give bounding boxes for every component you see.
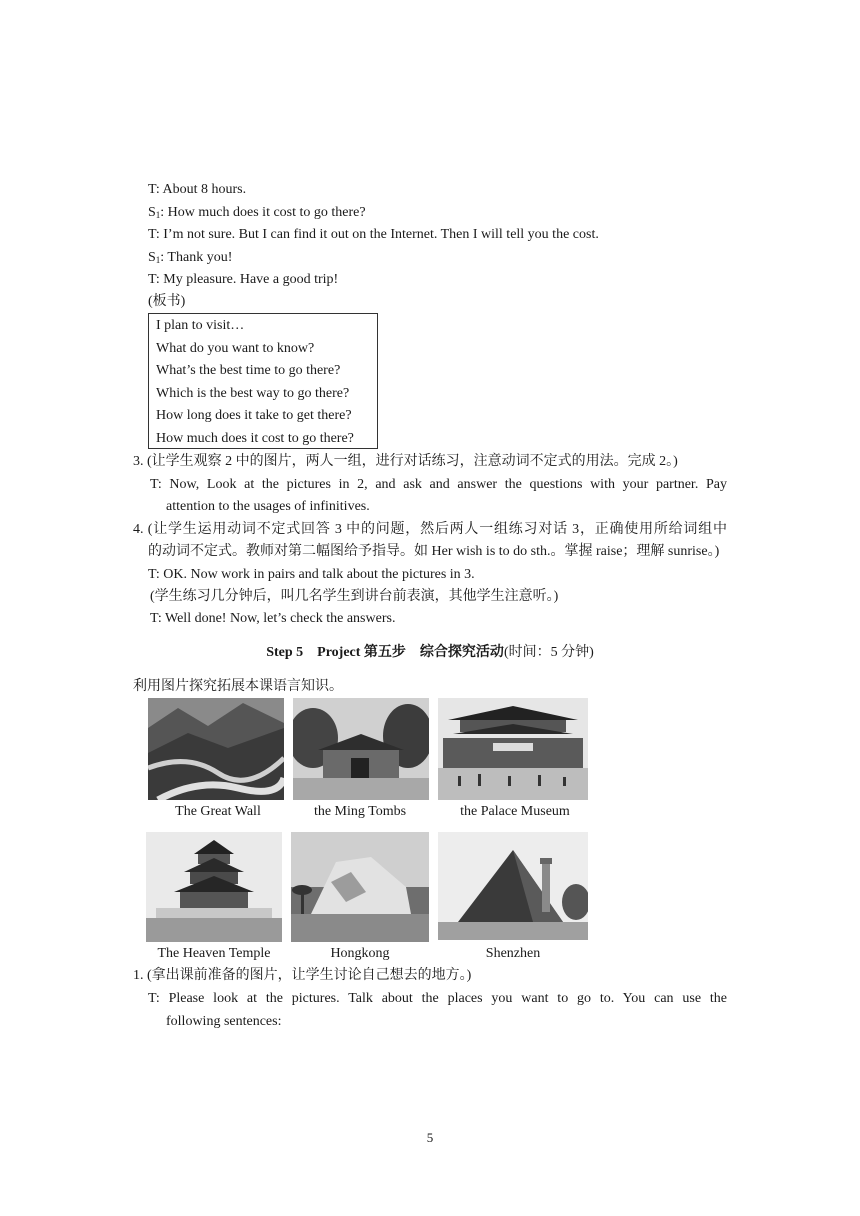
board-line: Which is the best way to go there? — [156, 386, 350, 401]
board-line: What do you want to know? — [156, 341, 315, 356]
photo-caption: Shenzhen — [485, 946, 541, 961]
speaker-letter: S — [148, 250, 156, 265]
hongkong-photo — [291, 832, 429, 942]
photo-caption: the Ming Tombs — [313, 804, 407, 819]
item4-note: (学生练习几分钟后，叫几名学生到讲台前表演，其他学生注意听。) — [150, 589, 559, 604]
board-line: I plan to visit… — [156, 318, 245, 333]
board-line: How long does it take to get there? — [156, 408, 352, 423]
speaker-letter: S — [148, 205, 156, 220]
item4-instruction-line1: 4. (让学生运用动词不定式回答 3 中的问题，然后两人一组练习对话 3，正确使用所给词组中 — [133, 522, 727, 537]
board-line: What’s the best time to go there? — [156, 363, 341, 378]
page-number: 5 — [426, 1130, 434, 1145]
board-line: How much does it cost to go there? — [156, 431, 354, 446]
shenzhen-photo — [438, 832, 588, 940]
speaker-text: : How much does it cost to go there? — [160, 205, 366, 220]
item4-teacher-check: T: Well done! Now, let’s check the answers. — [150, 611, 396, 626]
step5-heading — [0, 644, 860, 662]
item4-teacher-line: T: OK. Now work in pairs and talk about the pictures in 3. — [148, 567, 475, 582]
dialogue-line-t2: T: I’m not sure. But I can find it out on the Internet. Then I will tell you the cost. — [148, 227, 599, 242]
dialogue-line-s2 — [148, 249, 232, 269]
great-wall-photo — [148, 698, 284, 800]
item1-instruction: 1. (拿出课前准备的图片，让学生讨论自己想去的地方。) — [133, 968, 472, 983]
item3-instruction: 3. (让学生观察 2 中的图片，两人一组，进行对话练习，注意动词不定式的用法。完成 2。) — [133, 454, 678, 469]
dialogue-line-t3: T: My pleasure. Have a good trip! — [148, 272, 339, 287]
photo-caption: Hongkong — [330, 946, 390, 961]
photo-caption: The Heaven Temple — [157, 946, 271, 961]
palace-museum-photo — [438, 698, 588, 800]
step5-intro: 利用图片探究拓展本课语言知识。 — [133, 679, 343, 694]
dialogue-line-s1 — [148, 204, 366, 224]
item1-teacher-line2: following sentences: — [166, 1014, 282, 1029]
ming-tombs-photo — [293, 698, 429, 800]
speaker-subscript: 1 — [155, 210, 161, 220]
item4-instruction-line2: 的动词不定式。教师对第二幅图给予指导。如 Her wish is to do sth.。掌握 raise；理解 sunrise。) — [148, 544, 720, 559]
blackboard-box — [148, 313, 378, 449]
item3-teacher-line2: attention to the usages of infinitives. — [166, 499, 370, 514]
speaker-subscript: 1 — [155, 255, 161, 265]
step5-time: (时间：5 分钟) — [503, 645, 594, 660]
item3-teacher-line1: T: Now, Look at the pictures in 2, and ask and answer the questions with your partner. Pay — [150, 477, 727, 492]
speaker-text: : Thank you! — [160, 250, 233, 265]
photo-caption: The Great Wall — [175, 804, 261, 819]
item1-teacher-line1: T: Please look at the pictures. Talk about the places you want to go to. You can use the — [148, 991, 727, 1006]
dialogue-line-t1: T: About 8 hours. — [148, 182, 247, 197]
board-label: (板书) — [148, 294, 186, 309]
photo-caption: the Palace Museum — [460, 804, 570, 819]
step5-title: Step 5 Project 第五步 综合探究活动 — [266, 645, 504, 660]
heaven-temple-photo — [146, 832, 282, 942]
